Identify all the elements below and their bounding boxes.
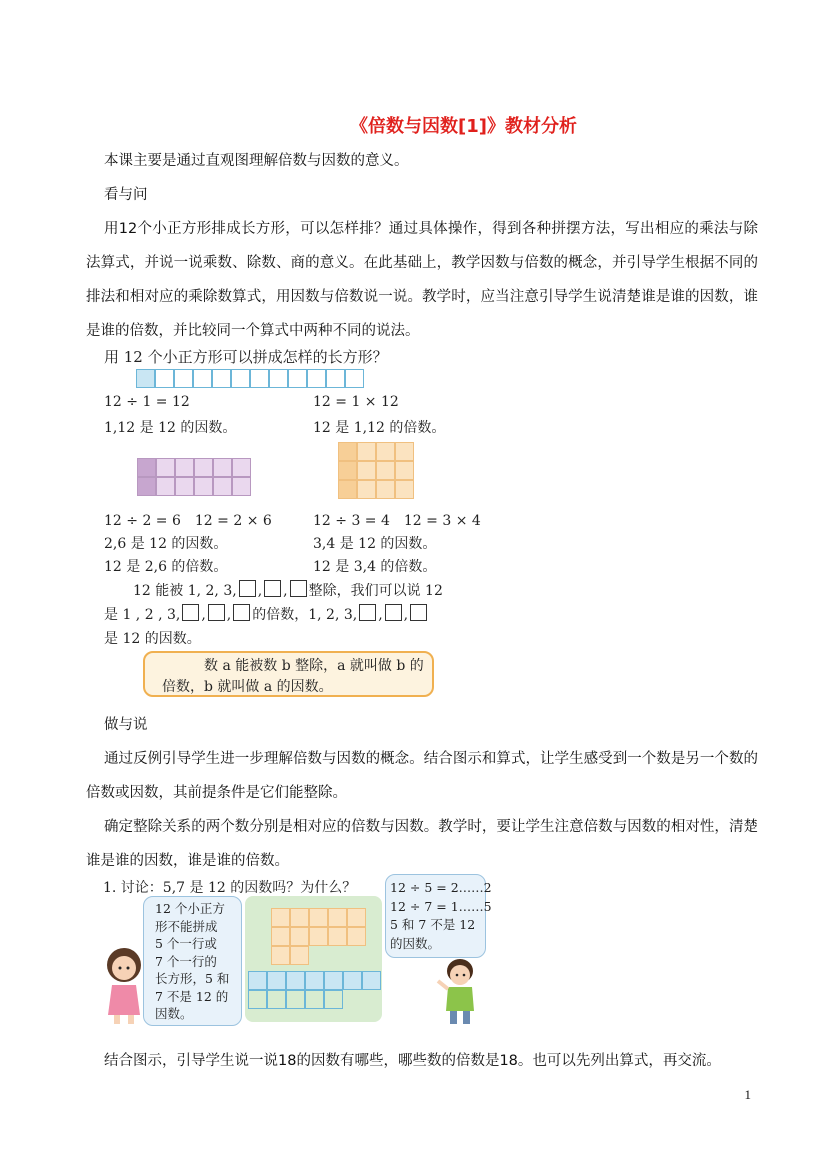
section2-paragraph-2: 确定整除关系的两个数分别是相对应的倍数与因数。教学时，要让学生注意倍数与因数的相对性，清楚谁是谁的因数，谁是谁的倍数。 [86,819,758,869]
bubble-line: 12 ÷ 5 = 2……2 [390,880,492,895]
blank-box [182,604,199,621]
bubble-line: 12 个小正方 [155,901,225,916]
equation: 12 ÷ 3 = 4 12 = 3 × 4 [313,513,481,529]
statement: 1,12 是 12 的因数。 [104,420,237,436]
section1-heading: 看与问 [104,187,148,203]
girl-illustration [100,945,146,1025]
fill-line-2: 是 1 , 2 , 3, , , 的倍数，1, 2, 3, , , [104,604,429,624]
section1-paragraph: 用12个小正方形排成长方形，可以怎样排？通过具体操作，得到各种拼摆方法，写出相应的乘法与除法算式，并说一说乘数、除数、商的意义。在此基础上，教学因数与倍数的概念，并引导学生根据不同的排法和相对应的乘除数算式，用因数与倍数说一说。教学时，应当注意引导学生说清楚谁是谁的因数，谁是谁的倍数，并比较同一个算式中两种不同的说法。 [86,221,758,339]
statement: 12 是 3,4 的倍数。 [313,559,437,575]
equation: 12 ÷ 1 = 12 [104,394,190,410]
statement: 3,4 是 12 的因数。 [313,536,437,552]
boy-illustration [436,955,480,1025]
bubble-line: 形不能拼成 [155,918,218,934]
bubble-line: 7 不是 12 的 [155,988,229,1004]
fill-text: 12 能被 1, 2, 3, [133,583,237,599]
bubble-line: 的因数。 [390,935,441,951]
section2-heading: 做与说 [104,717,148,733]
blank-box [385,604,402,621]
blank-box [208,604,225,621]
blank-box [359,604,376,621]
fill-line-1: 12 能被 1, 2, 3, , , 整除，我们可以说 12 [133,580,443,600]
intro-paragraph: 本课主要是通过直观图理解倍数与因数的意义。 [104,153,409,169]
bubble-line: 5 和 7 不是 12 [390,917,476,932]
statement: 12 是 2,6 的倍数。 [104,559,228,575]
fill-text: 是 1 , 2 , 3, [104,607,181,623]
blank-box [290,580,307,597]
equation: 12 = 1 × 12 [313,394,399,410]
bubble-line: 长方形，5 和 [155,971,230,986]
bubble-line: 因数。 [155,1006,193,1021]
equation: 12 ÷ 2 = 6 12 = 2 × 6 [104,513,272,529]
definition-line: 倍数，b 就叫做 a 的因数。 [162,679,333,695]
page-number: 1 [744,1087,751,1102]
closing-paragraph: 结合图示，引导学生说一说18的因数有哪些，哪些数的倍数是18。也可以先列出算式，再交流。 [104,1053,721,1069]
bubble-right-text [390,879,492,953]
bubble-line: 12 ÷ 7 = 1……5 [390,898,492,914]
bubble-left-text [155,900,229,1023]
fill-text: 整除，我们可以说 12 [308,583,443,599]
figure1-question: 用 12 个小正方形可以拼成怎样的长方形？ [104,348,388,366]
blank-box [264,580,281,597]
blank-box [233,604,250,621]
statement: 2,6 是 12 的因数。 [104,536,228,552]
fill-line-3: 是 12 的因数。 [104,631,201,647]
section2-paragraph-1: 通过反例引导学生进一步理解倍数与因数的概念。结合图示和算式，让学生感受到一个数是另一个数的倍数或因数，其前提条件是它们能整除。 [86,751,758,801]
blank-box [410,604,427,621]
definition-line: 数 a 能被数 b 整除，a 就叫做 b 的 [204,658,424,674]
grid-1x12 [136,369,364,388]
blank-box [239,580,256,597]
statement: 12 是 1,12 的倍数。 [313,420,446,436]
bubble-line: 5 个一行或 [155,936,217,951]
figure2-question: 1. 讨论：5,7 是 12 的因数吗？为什么？ [103,880,357,896]
page-title: 《倍数与因数[1]》教材分析 [350,116,577,137]
fill-text: 的倍数，1, 2, 3, [252,607,358,623]
bubble-line: 7 个一行的 [155,953,217,969]
